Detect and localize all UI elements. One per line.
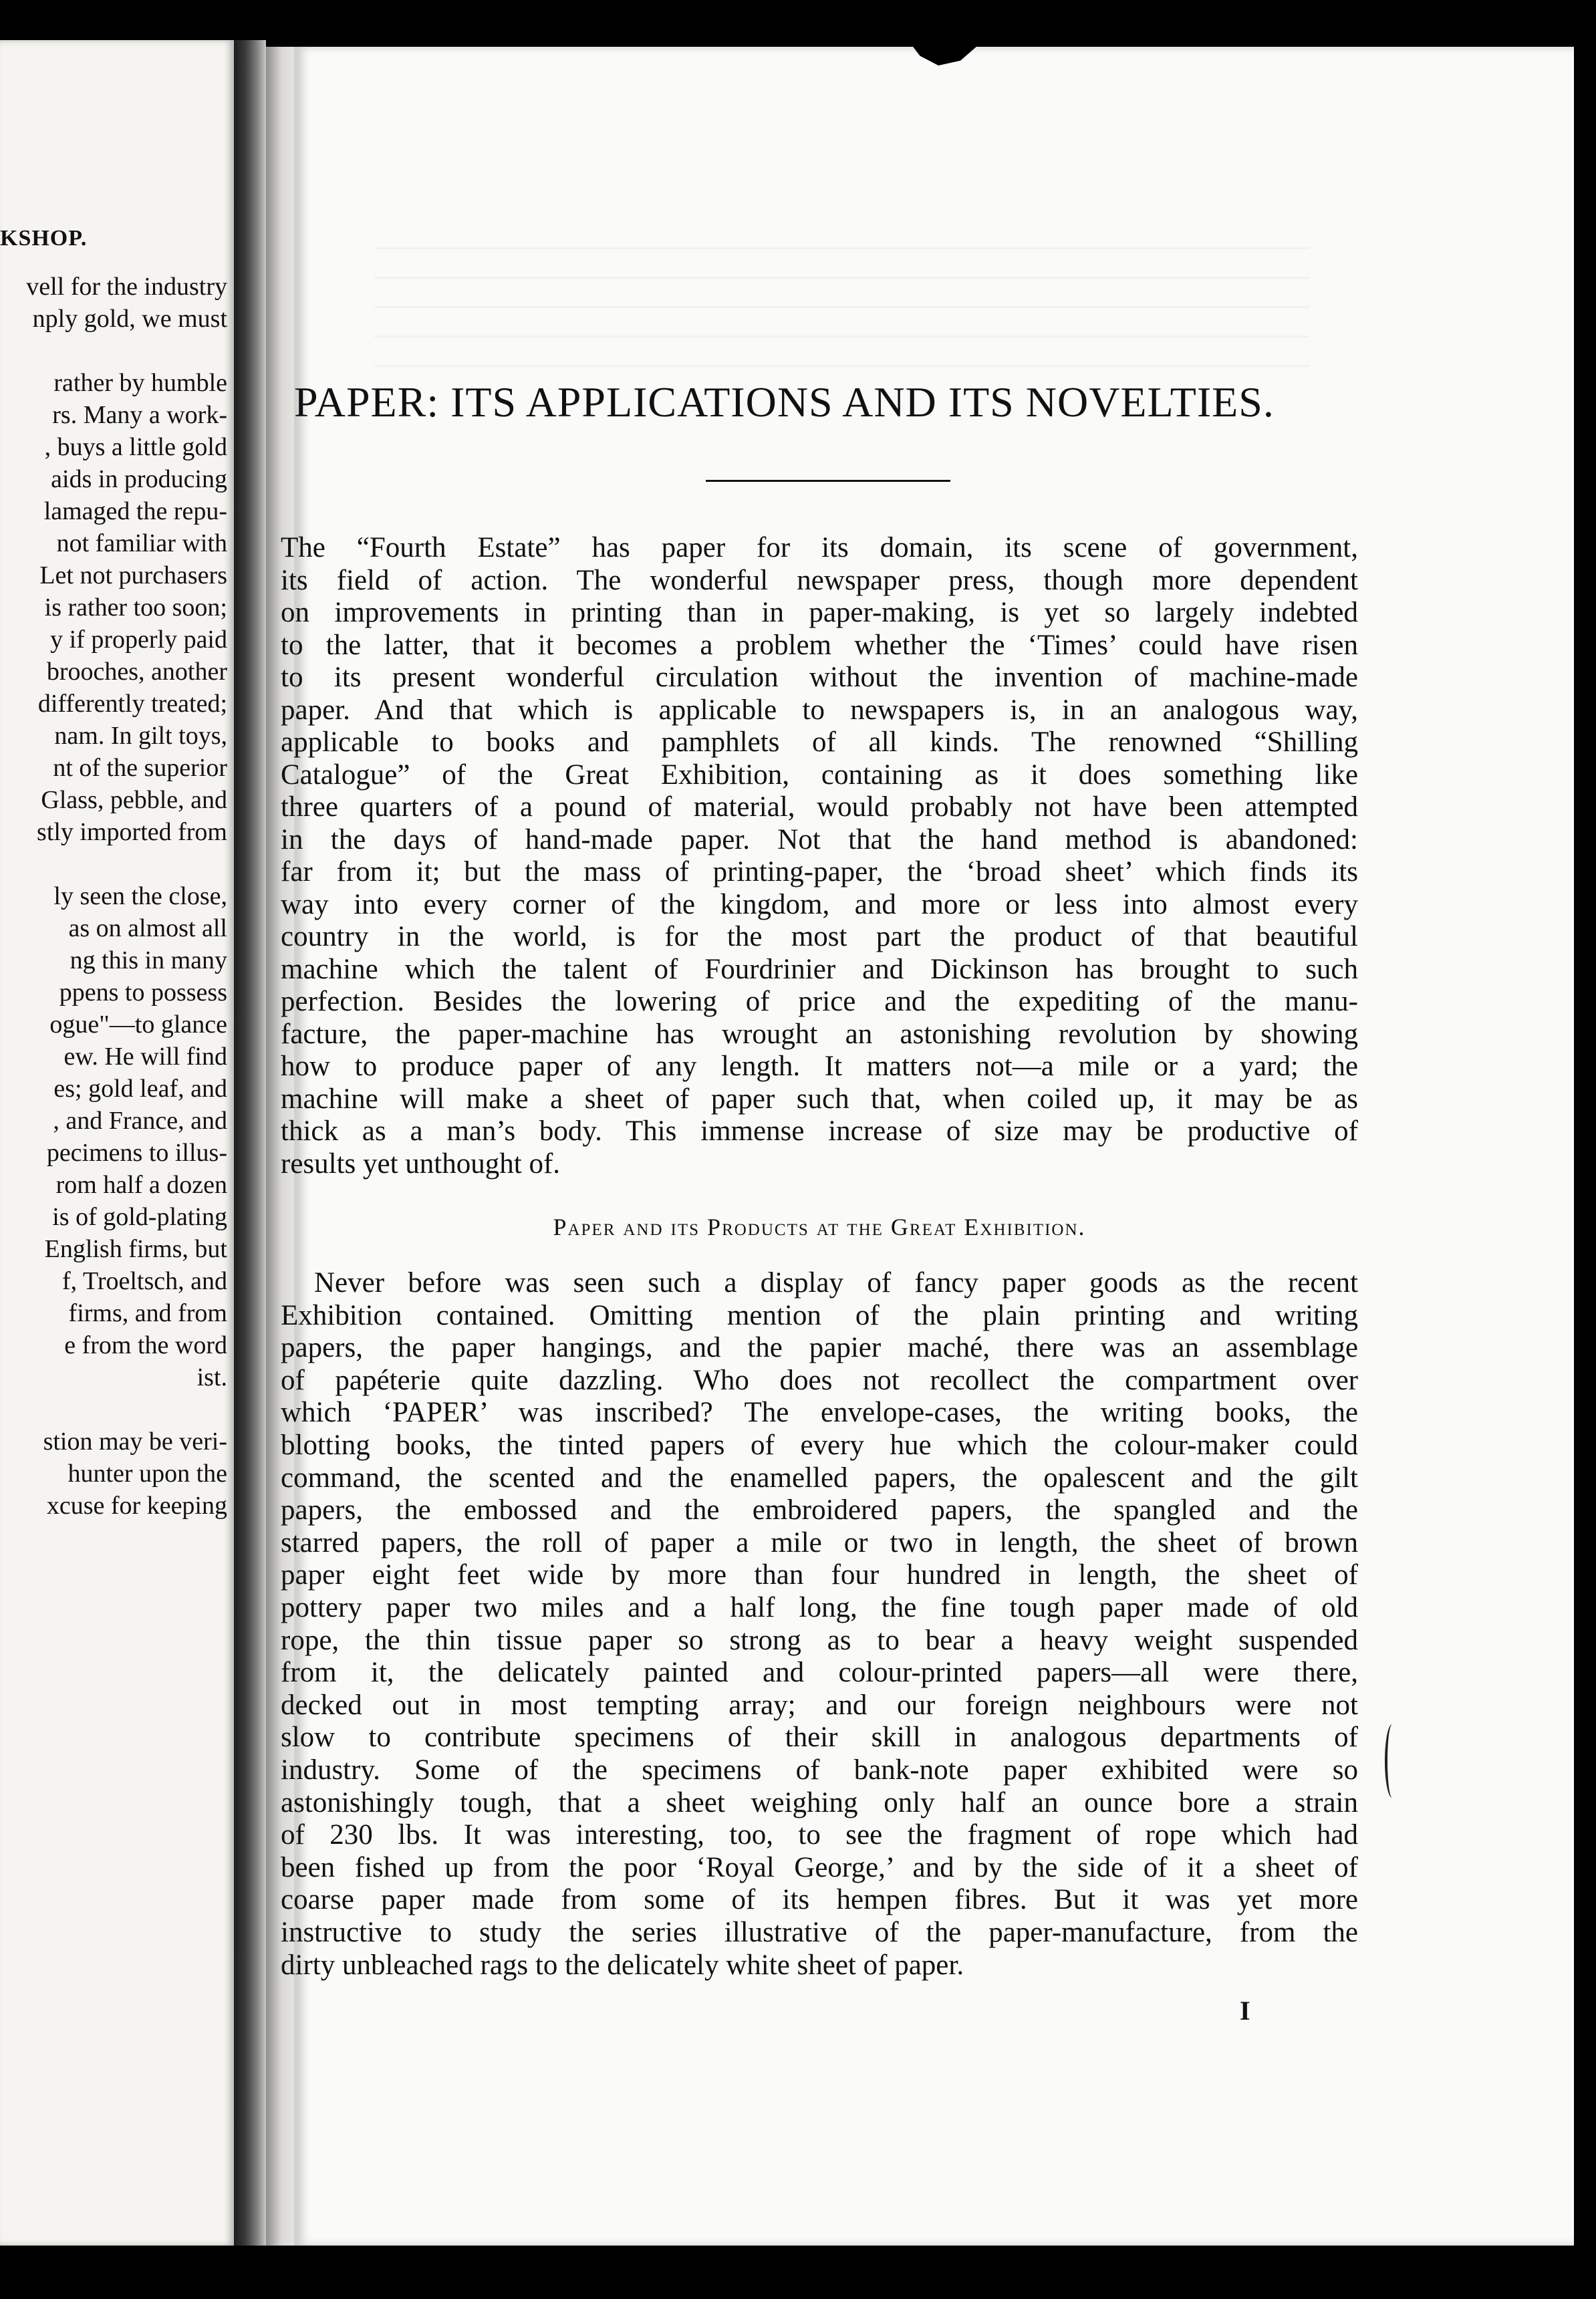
intro-line: in the days of hand-made paper. Not that the hand method is abandoned:	[281, 823, 1358, 855]
intro-line: three quarters of a pound of material, would probably not have been attempted	[281, 791, 1358, 823]
left-text-line: brooches, another	[46, 658, 227, 686]
intro-line: Catalogue” of the Great Exhibition, containing as it does something like	[281, 759, 1358, 791]
left-text-line: , and France, and	[53, 1107, 227, 1135]
intro-line: to the latter, that it becomes a problem whether the ‘Times’ could have risen	[281, 629, 1358, 661]
left-text-line: rom half a dozen	[55, 1171, 227, 1199]
intro-line: machine will make a sheet of paper such that, when coiled up, it may be as	[281, 1083, 1358, 1115]
margin-mark	[1385, 1724, 1400, 1798]
intro-line: results yet unthought of.	[281, 1147, 561, 1180]
intro-line: paper. And that which is applicable to newspapers is, in an analogous way,	[281, 694, 1358, 726]
left-text-line: aids in producing	[51, 465, 227, 493]
section-line: been fished up from the poor ‘Royal George,’ and by the side of it a sheet of	[281, 1851, 1358, 1883]
left-text-line: firms, and from	[68, 1299, 227, 1327]
section-line: blotting books, the tinted papers of every hue which the colour-maker could	[281, 1430, 1358, 1461]
title-rule	[706, 480, 950, 482]
left-text-line: hunter upon the	[68, 1460, 227, 1488]
left-text-line: rs. Many a work-	[52, 401, 227, 429]
section-line: rope, the thin tissue paper so strong as to bear a heavy weight suspended	[281, 1624, 1358, 1656]
section-line: industry. Some of the specimens of bank-note paper exhibited were so	[281, 1754, 1358, 1786]
article-title: PAPER: ITS APPLICATIONS AND ITS NOVELTIES.	[294, 378, 1275, 426]
left-text-line: e from the word	[64, 1331, 227, 1359]
section-line: command, the scented and the enamelled papers, the opalescent and the gilt	[281, 1462, 1358, 1494]
left-text-line: is of gold-plating	[52, 1203, 227, 1231]
section-line: papers, the embossed and the embroidered papers, the spangled and the	[281, 1494, 1358, 1526]
left-text-line: pecimens to illus-	[46, 1139, 227, 1167]
page-number: I	[1240, 1996, 1250, 2026]
intro-line: thick as a man’s body. This immense increase of size may be productive of	[281, 1115, 1358, 1147]
left-text-line: , buys a little gold	[44, 433, 227, 461]
section-line: coarse paper made from some of its hempen fibres. But it was yet more	[281, 1884, 1358, 1916]
book-spine-shadow	[234, 40, 266, 2246]
left-text-line: ng this in many	[70, 946, 227, 974]
left-text-line: rather by humble	[53, 369, 227, 397]
intro-line: applicable to books and pamphlets of all kinds. The renowned “Shilling	[281, 726, 1358, 758]
left-text-line: stly imported from	[37, 818, 227, 846]
left-text-line: Let not purchasers	[39, 561, 227, 589]
section-line: papers, the paper hangings, and the papier maché, there was an assemblage	[281, 1332, 1358, 1364]
section-heading: Paper and its Products at the Great Exhibition.	[553, 1214, 1086, 1240]
bleed-through-texture	[374, 247, 1310, 368]
intro-line: far from it; but the mass of printing-paper, the ‘broad sheet’ which finds its	[281, 856, 1358, 888]
left-text-line: f, Troeltsch, and	[62, 1267, 227, 1295]
intro-line: machine which the talent of Fourdrinier and Dickinson has brought to such	[281, 953, 1358, 985]
left-text-line: nply gold, we must	[32, 305, 227, 333]
section-line: of 230 lbs. It was interesting, too, to see the fragment of rope which had	[281, 1819, 1358, 1851]
left-text-line: y if properly paid	[50, 626, 227, 654]
section-line: starred papers, the roll of paper a mile or two in length, the sheet of brown	[281, 1526, 1358, 1559]
section-line: which ‘PAPER’ was inscribed? The envelope-cases, the writing books, the	[281, 1397, 1358, 1429]
intro-line: how to produce paper of any length. It matters not—a mile or a yard; the	[281, 1051, 1358, 1082]
left-text-line: ly seen the close,	[53, 882, 227, 910]
section-line: Exhibition contained. Omitting mention of the plain printing and writing	[281, 1299, 1358, 1331]
section-line: paper eight feet wide by more than four hundred in length, the sheet of	[281, 1559, 1358, 1591]
section-line: astonishingly tough, that a sheet weighing only half an ounce bore a strain	[281, 1786, 1358, 1818]
left-text-line: Glass, pebble, and	[41, 786, 227, 814]
left-text-line: ogue"—to glance	[49, 1010, 227, 1039]
intro-line: facture, the paper-machine has wrought an astonishing revolution by showing	[281, 1018, 1358, 1050]
intro-line: The “Fourth Estate” has paper for its domain, its scene of government,	[281, 532, 1358, 563]
intro-line: its field of action. The wonderful newspaper press, though more dependent	[281, 564, 1358, 596]
left-text-line: vell for the industry	[26, 273, 227, 301]
left-text-line: ppens to possess	[59, 978, 227, 1006]
intro-line: on improvements in printing than in paper-making, is yet so largely indebted	[281, 597, 1358, 628]
intro-line: perfection. Besides the lowering of price and the expediting of the manu-	[281, 986, 1358, 1017]
left-running-head: KSHOP.	[0, 226, 88, 251]
intro-line: country in the world, is for the most part the product of that beautiful	[281, 921, 1358, 952]
left-text-line: nam. In gilt toys,	[54, 722, 227, 750]
left-text-line: not familiar with	[56, 529, 227, 557]
left-text-line: stion may be veri-	[43, 1428, 227, 1456]
section-line: from it, the delicately painted and colour-printed papers—all were there,	[281, 1657, 1358, 1689]
left-text-line: lamaged the repu-	[43, 497, 227, 525]
left-text-line: es; gold leaf, and	[53, 1075, 227, 1103]
section-line: instructive to study the series illustrative of the paper-manufacture, from the	[281, 1917, 1358, 1948]
intro-line: way into every corner of the kingdom, and more or less into almost every	[281, 888, 1358, 920]
left-text-line: differently treated;	[37, 690, 227, 718]
section-line: slow to contribute specimens of their skill in analogous departments of	[281, 1722, 1358, 1754]
left-text-line: nt of the superior	[53, 754, 227, 782]
section-line: Never before was seen such a display of fancy paper goods as the recent	[314, 1267, 1358, 1299]
section-line: decked out in most tempting array; and our foreign neighbours were not	[281, 1689, 1358, 1721]
left-text-line: ew. He will find	[63, 1043, 227, 1071]
left-text-line: xcuse for keeping	[46, 1492, 227, 1520]
left-text-line: English firms, but	[44, 1235, 227, 1263]
section-line: pottery paper two miles and a half long, the fine tough paper made of old	[281, 1592, 1358, 1623]
left-page-fragment	[0, 40, 234, 2246]
left-text-line: ist.	[196, 1363, 227, 1391]
section-line: dirty unbleached rags to the delicately white sheet of paper.	[281, 1949, 964, 1981]
section-line: of papéterie quite dazzling. Who does not recollect the compartment over	[281, 1364, 1358, 1396]
left-text-line: as on almost all	[68, 914, 227, 942]
intro-line: to its present wonderful circulation without the invention of machine-made	[281, 662, 1358, 693]
left-text-line: is rather too soon;	[44, 593, 227, 622]
